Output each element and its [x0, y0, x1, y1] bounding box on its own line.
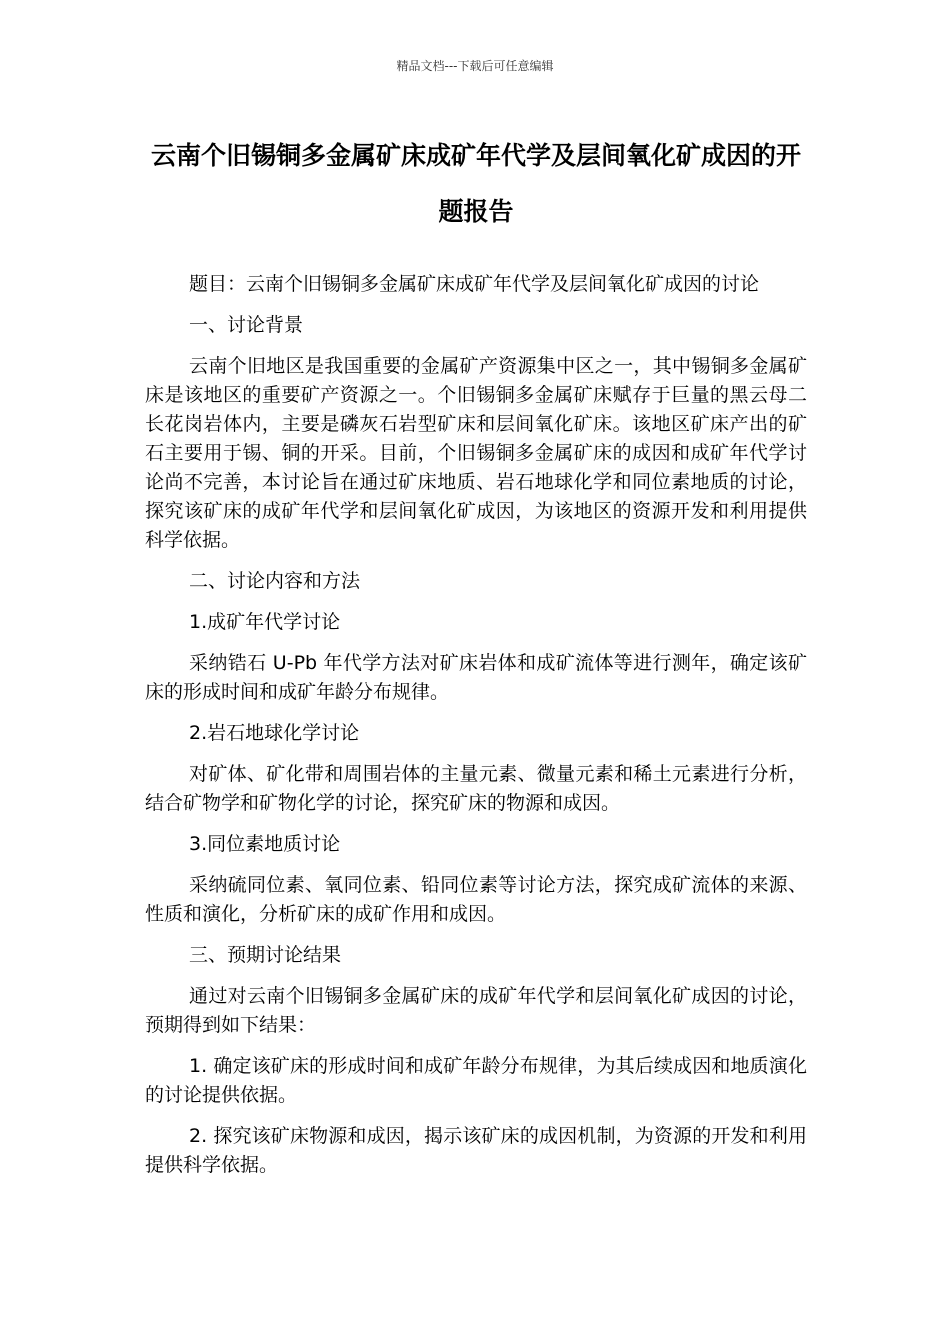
- subheading-geochronology: 1.成矿年代学讨论: [189, 611, 341, 633]
- paragraph-geochemistry: 对矿体、矿化带和周围岩体的主量元素、微量元素和稀土元素进行分析，结合矿物学和矿物化学的讨论，探究矿床的物源和成因。: [145, 763, 807, 814]
- page-header-watermark: 精品文档---下载后可任意编辑: [396, 59, 554, 73]
- section-heading-expected-results: 三、预期讨论结果: [189, 944, 342, 966]
- paragraph-expected-intro: 通过对云南个旧锡铜多金属矿床的成矿年代学和层间氧化矿成因的讨论，预期得到如下结果：: [145, 985, 807, 1036]
- section-heading-background: 一、讨论背景: [189, 314, 304, 336]
- subheading-geochemistry: 2.岩石地球化学讨论: [189, 722, 360, 744]
- document-title: 云南个旧锡铜多金属矿床成矿年代学及层间氧化矿成因的开题报告: [150, 141, 801, 226]
- paragraph-expected-result-1: 1. 确定该矿床的形成时间和成矿年龄分布规律，为其后续成因和地质演化的讨论提供依据。: [145, 1055, 807, 1106]
- paragraph-topic: 题目：云南个旧锡铜多金属矿床成矿年代学及层间氧化矿成因的讨论: [189, 273, 760, 295]
- subheading-isotope: 3.同位素地质讨论: [189, 833, 341, 855]
- section-heading-content-methods: 二、讨论内容和方法: [189, 570, 361, 592]
- document-body: [145, 270, 807, 1192]
- paragraph-geochronology: 采纳锆石 U-Pb 年代学方法对矿床岩体和成矿流体等进行测年，确定该矿床的形成时间和成矿年龄分布规律。: [145, 652, 807, 703]
- paragraph-background: 云南个旧地区是我国重要的金属矿产资源集中区之一，其中锡铜多金属矿床是该地区的重要矿产资源之一。个旧锡铜多金属矿床赋存于巨量的黑云母二长花岗岩体内，主要是磷灰石岩型矿床和层间氧化矿床。该地区矿床产出的矿石主要用于锡、铜的开采。目前，个旧锡铜多金属矿床的成因和成矿年代学讨论尚不完善，本讨论旨在通过矿床地质、岩石地球化学和同位素地质的讨论，探究该矿床的成矿年代学和层间氧化矿成因，为该地区的资源开发和利用提供科学依据。: [145, 355, 807, 551]
- paragraph-isotope: 采纳硫同位素、氧同位素、铅同位素等讨论方法，探究成矿流体的来源、性质和演化，分析矿床的成矿作用和成因。: [145, 874, 807, 925]
- paragraph-expected-result-2: 2. 探究该矿床物源和成因，揭示该矿床的成因机制，为资源的开发和利用提供科学依据。: [145, 1125, 807, 1176]
